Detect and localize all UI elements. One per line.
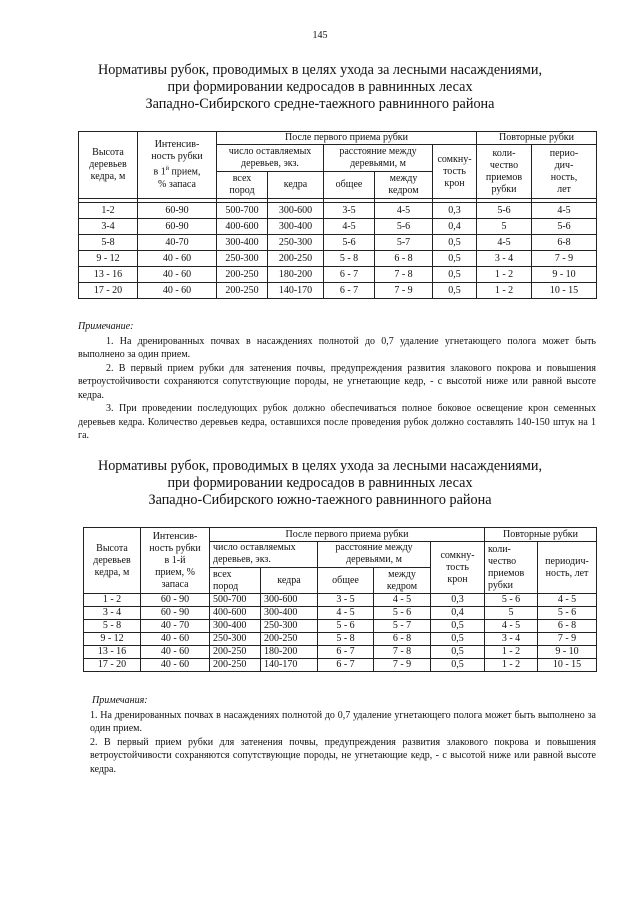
header-total-distance: общее (324, 172, 375, 199)
table-cell: 300-400 (261, 607, 318, 620)
table-cell: 7 - 9 (374, 659, 431, 672)
header-between-cedar: между кедром (375, 172, 433, 199)
table-cell: 60 - 90 (141, 607, 210, 620)
table-cell: 180-200 (261, 646, 318, 659)
table-cell: 9 - 12 (84, 633, 141, 646)
table-cell: 500-700 (210, 594, 261, 607)
table-cell: 3 - 5 (318, 594, 374, 607)
table-cell: 40 - 60 (141, 646, 210, 659)
table-cell: 300-600 (261, 594, 318, 607)
section1-title (40, 62, 600, 113)
header-distance: расстояние между деревьями, м (318, 542, 431, 568)
table-cell: 4 - 5 (318, 607, 374, 620)
table-cell: 6-8 (532, 235, 597, 251)
header-closure: сомкну- тость крон (431, 542, 485, 594)
table-cell: 5-6 (375, 219, 433, 235)
table-cell: 6 - 7 (324, 283, 375, 299)
table-cell: 0,3 (433, 203, 477, 219)
table-cell: 4 - 5 (374, 594, 431, 607)
table-row (84, 633, 597, 646)
table-cell: 13 - 16 (79, 267, 138, 283)
table-row (79, 267, 597, 283)
table-cell: 0,5 (433, 267, 477, 283)
header-closure: сомкну- тость крон (433, 145, 477, 199)
table-row (79, 203, 597, 219)
notes-heading: Примечание: (78, 321, 134, 332)
note-item: 1. На дренированных почвах в насаждениях полнотой до 0,7 удаление угнетающего полога может быть выполнено за один прием. (90, 709, 596, 734)
table-cell: 4-5 (532, 203, 597, 219)
header-all-species: всех пород (217, 172, 268, 199)
table-cell: 3 - 4 (84, 607, 141, 620)
table-cell: 250-300 (210, 633, 261, 646)
table-cell: 1 - 2 (477, 267, 532, 283)
table-row (84, 659, 597, 672)
table-cell: 200-250 (217, 283, 268, 299)
table-cell: 0,4 (433, 219, 477, 235)
table-row (84, 594, 597, 607)
table-cell: 40 - 60 (138, 283, 217, 299)
table-cell: 200-250 (261, 633, 318, 646)
section2-notes (90, 694, 596, 776)
header-between-cedar: между кедром (374, 568, 431, 594)
table-cell: 400-600 (217, 219, 268, 235)
header-cut-count: коли- чество приемов рубки (477, 145, 532, 199)
title-line: при формировании кедросадов в равнинных лесах (167, 475, 473, 491)
table-cell: 40-70 (138, 235, 217, 251)
title-line: Западно-Сибирского южно-таежного равнинного района (148, 492, 492, 508)
table-cell: 400-600 (210, 607, 261, 620)
page-number: 145 (312, 30, 328, 41)
table-cell: 60-90 (138, 219, 217, 235)
table-cell: 300-400 (268, 219, 324, 235)
header-repeat-cuts: Повторные рубки (485, 528, 597, 542)
header-after-first-cut: После первого приема рубки (210, 528, 485, 542)
table-cell: 40 - 70 (141, 620, 210, 633)
table-cell: 9 - 10 (532, 267, 597, 283)
header-periodicity: перио- дич- ность, лет (532, 145, 597, 199)
table-cell: 0,5 (433, 235, 477, 251)
table-cell: 9 - 12 (79, 251, 138, 267)
note-item: 3. При проведении последующих рубок должно обеспечиваться полное боковое освещение крон семенных деревьев кедра. Количество деревьев кедра, оставшихся после проведения рубок должно составлять 140-150 штук на 1 га. (78, 403, 596, 441)
table-cell: 4-5 (375, 203, 433, 219)
table-cell: 3-5 (324, 203, 375, 219)
table-cell: 7 - 9 (532, 251, 597, 267)
table-cell: 40 - 60 (141, 659, 210, 672)
title-line: Западно-Сибирского средне-таежного равнинного района (145, 96, 495, 112)
table-cell: 10 - 15 (538, 659, 597, 672)
table-cell: 5-6 (477, 203, 532, 219)
table-cell: 4-5 (477, 235, 532, 251)
header-remaining-trees: число оставляемых деревьев, экз. (210, 542, 318, 568)
table-row (84, 646, 597, 659)
note-item: 1. На дренированных почвах в насаждениях полнотой до 0,7 удаление угнетающего полога может быть выполнено за один прием. (78, 335, 596, 360)
title-line: при формировании кедросадов в равнинных лесах (167, 79, 473, 95)
table-cell: 40 - 60 (138, 251, 217, 267)
table-cell: 200-250 (268, 251, 324, 267)
header-total-distance: общее (318, 568, 374, 594)
table-cell: 300-400 (217, 235, 268, 251)
table-cell: 1 - 2 (84, 594, 141, 607)
table-cell: 3 - 4 (485, 633, 538, 646)
table-cell: 5-6 (324, 235, 375, 251)
title-line: Нормативы рубок, проводимых в целях ухода за лесными насаждениями, (97, 62, 543, 78)
table-cell: 0,5 (431, 659, 485, 672)
table-cell: 200-250 (217, 267, 268, 283)
table-cell: 5-7 (375, 235, 433, 251)
table-cell: 5 - 6 (485, 594, 538, 607)
table-cell: 1 - 2 (485, 646, 538, 659)
header-intensity: Интенсив- ность рубки в 1-й прием, % запаса (141, 528, 210, 594)
table-cell: 17 - 20 (84, 659, 141, 672)
table-cell: 0,5 (431, 633, 485, 646)
header-repeat-cuts: Повторные рубки (477, 132, 597, 145)
table-row (79, 219, 597, 235)
table-cell: 9 - 10 (538, 646, 597, 659)
table-cell: 0,5 (431, 620, 485, 633)
header-height: Высота деревьев кедра, м (79, 132, 138, 199)
table-row (79, 235, 597, 251)
header-height: Высота деревьев кедра, м (84, 528, 141, 594)
header-remaining-trees: число оставляемых деревьев, экз. (217, 145, 324, 172)
table-cell: 5 (477, 219, 532, 235)
table-cell: 5-6 (532, 219, 597, 235)
table-cell: 1 - 2 (477, 283, 532, 299)
table-cell: 17 - 20 (79, 283, 138, 299)
table-cell: 6 - 8 (374, 633, 431, 646)
table-cell: 6 - 7 (324, 267, 375, 283)
header-cut-count: коли- чество приемов рубки (485, 542, 538, 594)
table-cell: 5 - 8 (84, 620, 141, 633)
header-distance: расстояние между деревьями, м (324, 145, 433, 172)
table-cell: 3-4 (79, 219, 138, 235)
table-cell: 0,5 (431, 646, 485, 659)
table-cell: 5 - 7 (374, 620, 431, 633)
table-cell: 5 - 8 (324, 251, 375, 267)
table-cell: 140-170 (268, 283, 324, 299)
title-line: Нормативы рубок, проводимых в целях ухода за лесными насаждениями, (97, 458, 543, 474)
table-cell: 200-250 (210, 659, 261, 672)
table-cell: 0,3 (431, 594, 485, 607)
table-cell: 1 - 2 (485, 659, 538, 672)
table-cell: 5 - 8 (318, 633, 374, 646)
table-cell: 0,5 (433, 283, 477, 299)
table-cell: 250-300 (268, 235, 324, 251)
table-cell: 4 - 5 (485, 620, 538, 633)
table-cell: 13 - 16 (84, 646, 141, 659)
table-cell: 5-8 (79, 235, 138, 251)
section2-title (40, 458, 600, 509)
table-cell: 140-170 (261, 659, 318, 672)
table-cell: 300-400 (210, 620, 261, 633)
table-cell: 40 - 60 (141, 633, 210, 646)
table-cell: 6 - 8 (538, 620, 597, 633)
table-cell: 4 - 5 (538, 594, 597, 607)
table-row (84, 620, 597, 633)
table-row (79, 283, 597, 299)
header-cedar: кедра (261, 568, 318, 594)
header-intensity: Интенсив- ность рубки в $1^й$ прием, % запаса (138, 132, 217, 199)
table-cell: 250-300 (217, 251, 268, 267)
table-cell: 7 - 9 (375, 283, 433, 299)
norms-table-2 (83, 527, 597, 672)
table-cell: 300-600 (268, 203, 324, 219)
table-cell: 10 - 15 (532, 283, 597, 299)
table-cell: 180-200 (268, 267, 324, 283)
table-cell: 60-90 (138, 203, 217, 219)
table-cell: 4-5 (324, 219, 375, 235)
header-cedar: кедра (268, 172, 324, 199)
table-cell: 6 - 8 (375, 251, 433, 267)
notes-heading: Примечания: (92, 695, 148, 706)
header-after-first-cut: После первого приема рубки (217, 132, 477, 145)
table-cell: 60 - 90 (141, 594, 210, 607)
table-cell: 0,5 (433, 251, 477, 267)
table-cell: 1-2 (79, 203, 138, 219)
table-cell: 0,4 (431, 607, 485, 620)
table-cell: 250-300 (261, 620, 318, 633)
table-cell: 6 - 7 (318, 659, 374, 672)
table-cell: 40 - 60 (138, 267, 217, 283)
table-cell: 5 (485, 607, 538, 620)
table-cell: 5 - 6 (374, 607, 431, 620)
note-item: 2. В первый прием рубки для затенения почвы, предупреждения развития злакового покрова и повышения ветроустойчивости сохраняются сопутствующие породы, не угнетающие кедр, - с высотой ниже или равной высоте кедра. (90, 736, 596, 775)
table-cell: 500-700 (217, 203, 268, 219)
table-cell: 6 - 7 (318, 646, 374, 659)
table-cell: 5 - 6 (318, 620, 374, 633)
table-cell: 3 - 4 (477, 251, 532, 267)
table-cell: 200-250 (210, 646, 261, 659)
table-cell: 7 - 8 (375, 267, 433, 283)
section1-notes (78, 320, 596, 443)
norms-table-1 (78, 131, 597, 299)
table-cell: 5 - 6 (538, 607, 597, 620)
table-cell: 7 - 8 (374, 646, 431, 659)
header-periodicity: периодич- ность, лет (538, 542, 597, 594)
note-item: 2. В первый прием рубки для затенения почвы, предупреждения развития злакового покрова и повышения ветроустойчивости сохраняются сопутствующие породы, не угнетающие кедр, - с высотой ниже или равной высоте кедра. (78, 362, 596, 401)
header-all-species: всех пород (210, 568, 261, 594)
table-row (79, 251, 597, 267)
table-row (84, 607, 597, 620)
table-cell: 7 - 9 (538, 633, 597, 646)
